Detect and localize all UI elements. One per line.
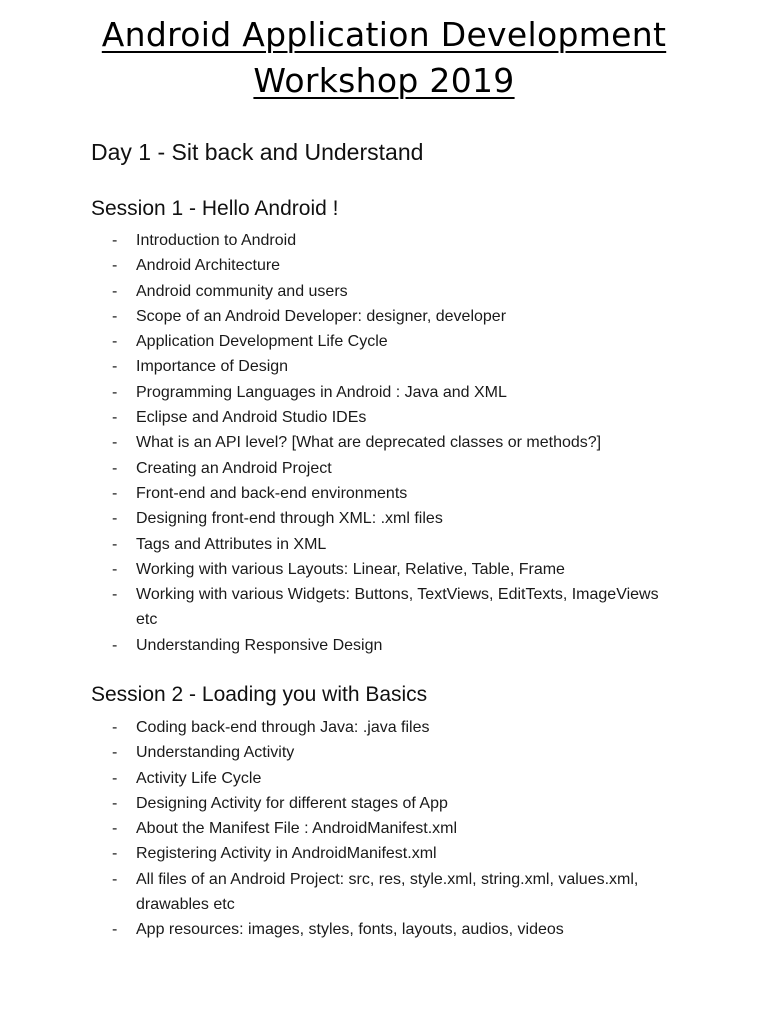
topic-list-item xyxy=(112,405,672,430)
bullet-dash: - xyxy=(112,560,118,578)
topic-list-item xyxy=(112,633,672,658)
topic-text: Designing front-end through XML: .xml files xyxy=(136,510,443,528)
bullet-dash: - xyxy=(112,719,118,736)
topic-list-item xyxy=(112,481,672,506)
topic-text: Registering Activity in AndroidManifest.xml xyxy=(136,845,437,863)
topic-text: Front-end and back-end environments xyxy=(136,484,408,502)
topic-text: Working with various Layouts: Linear, Relative, Table, Frame xyxy=(136,560,565,578)
topic-list-item xyxy=(112,582,672,633)
bullet-dash: - xyxy=(112,820,118,838)
bullet-dash: - xyxy=(112,307,118,325)
bullet-dash: - xyxy=(112,794,118,812)
topic-list-item xyxy=(112,506,672,531)
topic-text: Programming Languages in Android : Java and XML xyxy=(136,383,507,401)
topic-list-item xyxy=(112,279,672,304)
topic-list-item xyxy=(112,917,672,942)
topic-text: Tags and Attributes in XML xyxy=(136,535,327,553)
bullet-dash: - xyxy=(112,409,118,427)
topic-list-item xyxy=(112,228,672,253)
bullet-dash: - xyxy=(112,257,118,275)
topic-text: Designing Activity for different stages of App xyxy=(136,794,448,812)
topic-text: Importance of Design xyxy=(136,358,289,376)
topic-text: Understanding Activity xyxy=(136,744,295,762)
bullet-dash: - xyxy=(112,358,118,376)
topic-list-item xyxy=(112,557,672,582)
topic-text: Scope of an Android Developer: designer, developer xyxy=(136,307,507,325)
topic-list-item xyxy=(112,354,672,379)
topic-list-item xyxy=(112,740,672,765)
bullet-dash: - xyxy=(112,744,118,762)
topic-text: About the Manifest File : AndroidManifest.xml xyxy=(136,820,458,838)
bullet-dash: - xyxy=(112,636,118,654)
bullet-dash: - xyxy=(112,434,118,452)
topic-text: What is an API level? [What are deprecated classes or methods?] xyxy=(136,434,602,452)
topic-text: Android community and users xyxy=(136,282,348,300)
title-line-2: Workshop 2019 xyxy=(253,61,515,100)
bullet-dash: - xyxy=(112,586,118,604)
topic-list-item xyxy=(112,304,672,329)
bullet-dash: - xyxy=(112,535,118,553)
topic-list-item xyxy=(112,715,672,740)
topic-list-item xyxy=(112,253,672,278)
topic-list-item xyxy=(112,456,672,481)
topic-list-item xyxy=(112,532,672,557)
bullet-dash: - xyxy=(112,459,118,477)
topic-text: App resources: images, styles, fonts, layouts, audios, videos xyxy=(136,921,564,939)
topic-text: Coding back-end through Java: .java files xyxy=(136,719,430,736)
session-2-heading: Session 2 - Loading you with Basics xyxy=(91,683,428,706)
bullet-dash: - xyxy=(112,484,118,502)
topic-list-item xyxy=(112,791,672,816)
session-1-topic-list xyxy=(112,228,672,658)
bullet-dash: - xyxy=(112,282,118,300)
bullet-dash: - xyxy=(112,845,118,863)
topic-text: Activity Life Cycle xyxy=(136,769,262,787)
session-1-heading: Session 1 - Hello Android ! xyxy=(91,197,339,220)
topic-text: Android Architecture xyxy=(136,257,281,275)
bullet-dash: - xyxy=(112,232,118,249)
topic-list-item xyxy=(112,841,672,866)
topic-text: Creating an Android Project xyxy=(136,459,332,477)
bullet-dash: - xyxy=(112,769,118,787)
topic-text: Working with various Widgets: Buttons, TextViews, EditTexts, ImageViews etc xyxy=(136,586,659,629)
topic-list-item xyxy=(112,816,672,841)
bullet-dash: - xyxy=(112,921,118,939)
title-line-1: Android Application Development xyxy=(101,15,667,54)
topic-text: Eclipse and Android Studio IDEs xyxy=(136,409,367,427)
topic-text: Understanding Responsive Design xyxy=(136,636,383,654)
topic-list-item xyxy=(112,430,672,455)
day-heading: Day 1 - Sit back and Understand xyxy=(91,139,424,165)
session-2-topic-list xyxy=(112,715,672,943)
bullet-dash: - xyxy=(112,510,118,528)
document-title xyxy=(0,12,768,104)
bullet-dash: - xyxy=(112,383,118,401)
bullet-dash: - xyxy=(112,870,118,888)
topic-text: All files of an Android Project: src, res, style.xml, string.xml, values.xml, drawables etc xyxy=(136,870,639,914)
bullet-dash: - xyxy=(112,333,118,351)
topic-list-item xyxy=(112,329,672,354)
topic-list-item xyxy=(112,867,672,918)
topic-list-item xyxy=(112,766,672,791)
topic-text: Application Development Life Cycle xyxy=(136,333,388,351)
topic-list-item xyxy=(112,380,672,405)
topic-text: Introduction to Android xyxy=(136,232,297,249)
